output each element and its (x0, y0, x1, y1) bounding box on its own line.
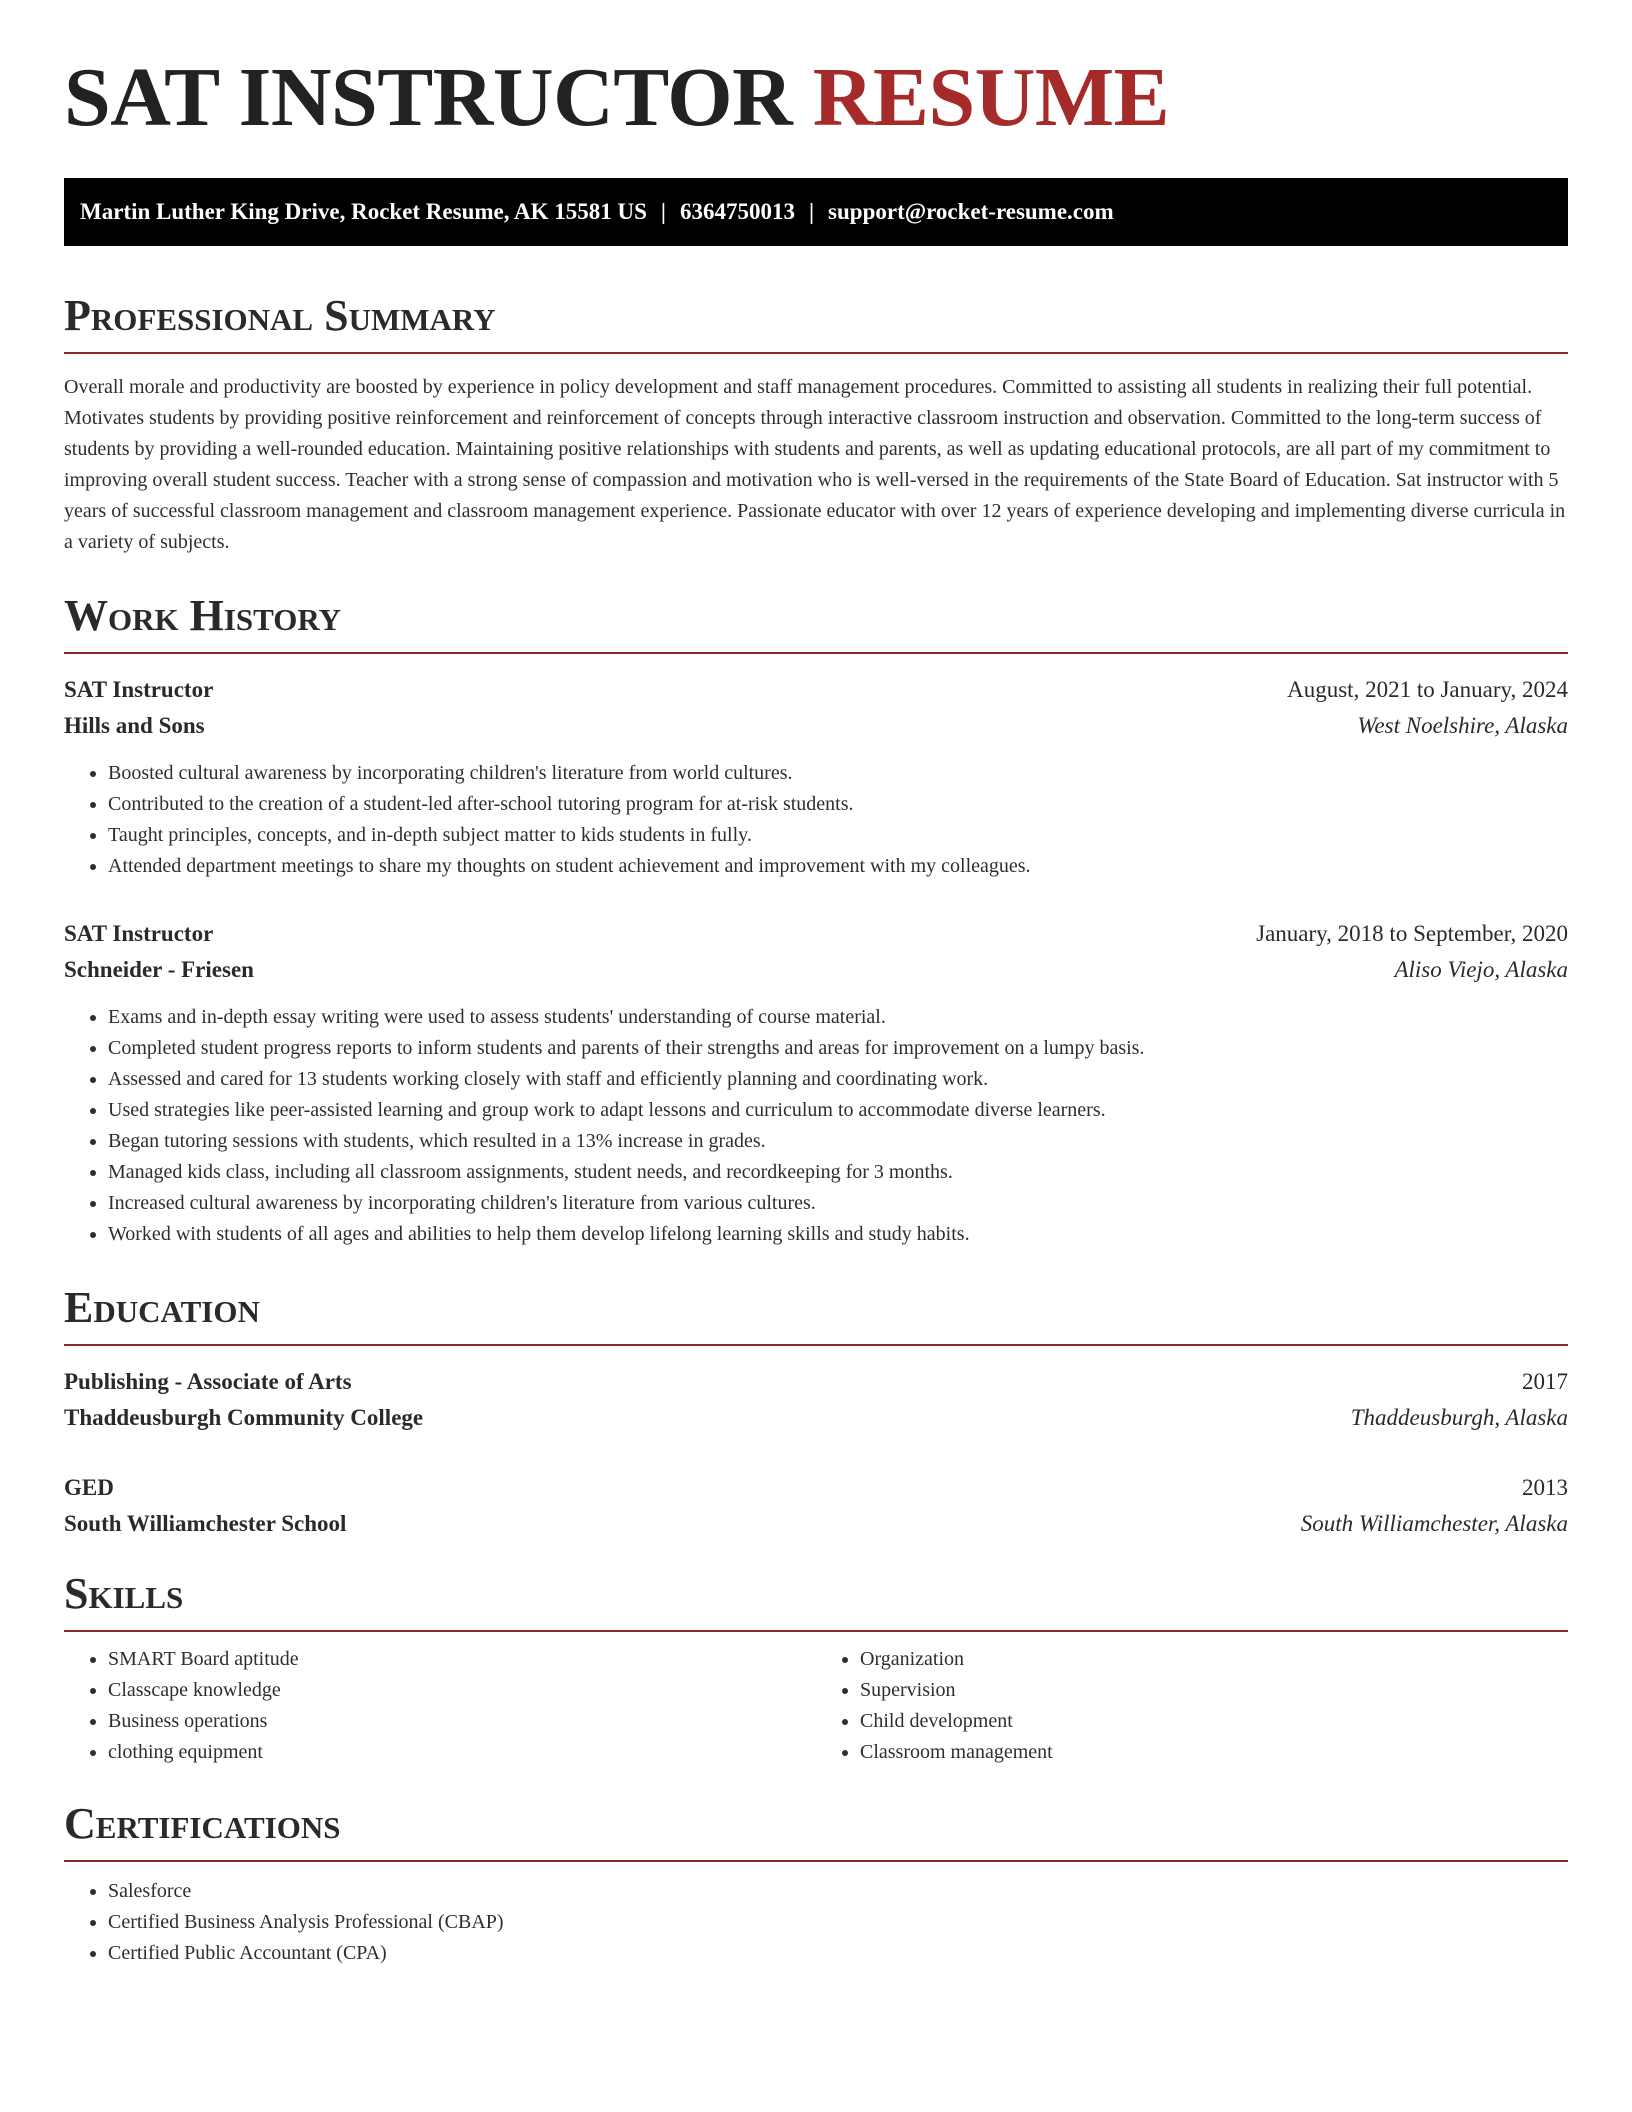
job-bullets (64, 1002, 1568, 1250)
skill-item: • clothing equipment (108, 1737, 816, 1768)
job-dates: August, 2021 to January, 2024 (1287, 677, 1568, 702)
job-bullet: • Managed kids class, including all classroom assignments, student needs, and recordkeeping for 3 months. (108, 1157, 1568, 1188)
job-bullet: • Contributed to the creation of a student-led after-school tutoring program for at-risk students. (108, 789, 1568, 820)
skills-list-right (816, 1644, 1568, 1768)
section-title-education: Education (64, 1286, 1568, 1346)
contact-email[interactable]: support@rocket-resume.com (828, 199, 1114, 224)
skill-item: • Child development (860, 1706, 1568, 1737)
job-bullet: • Completed student progress reports to inform students and parents of their strengths and areas for improvement on a lumpy basis. (108, 1033, 1568, 1064)
job-company: Schneider - Friesen (64, 957, 254, 982)
contact-phone[interactable]: 6364750013 (679, 199, 795, 224)
job-entry (64, 672, 1568, 882)
job-bullet: • Used strategies like peer-assisted learning and group work to adapt lessons and curriculum to accommodate diverse learners. (108, 1095, 1568, 1126)
job-header-row (64, 916, 1568, 952)
job-entry (64, 916, 1568, 1250)
education-school-row (64, 1506, 1568, 1542)
section-title-work: Work History (64, 594, 1568, 654)
certifications-list (64, 1876, 1568, 1969)
education-location: South Williamchester, Alaska (1300, 1511, 1568, 1536)
section-title-certifications: Certifications (64, 1802, 1568, 1862)
contact-separator: | (808, 199, 815, 224)
education-header-row (64, 1364, 1568, 1400)
education-school: Thaddeusburgh Community College (64, 1405, 424, 1430)
job-title: SAT Instructor (64, 677, 214, 702)
job-location: West Noelshire, Alaska (1357, 713, 1568, 738)
job-company: Hills and Sons (64, 713, 205, 738)
job-bullet: • Attended department meetings to share my thoughts on student achievement and improvement with my colleagues. (108, 851, 1568, 882)
skill-item: • SMART Board aptitude (108, 1644, 816, 1675)
job-title: SAT Instructor (64, 921, 214, 946)
skill-item: • Business operations (108, 1706, 816, 1737)
job-header-row (64, 672, 1568, 708)
job-bullets (64, 758, 1568, 882)
education-year: 2013 (1522, 1475, 1568, 1500)
section-title-skills: Skills (64, 1572, 1568, 1632)
summary-text: Overall morale and productivity are boosted by experience in policy development and staff management procedures. Committed to assisting all students in realizing their full potential. Motivates students by providing positive reinforcement and reinforcement of concepts through interactive classroom instruction and observation. Committed to the long-term success of students by providing a well-rounded education. Maintaining positive relationships with students and parents, as well as updating educational protocols, are all part of my commitment to improving overall student success. Teacher with a strong sense of compassion and motivation who is well-versed in the requirements of the State Board of Education. Sat instructor with 5 years of successful classroom management and classroom management experience. Passionate educator with over 12 years of experience developing and implementing diverse curricula in a variety of subjects. (64, 376, 1566, 553)
education-location: Thaddeusburgh, Alaska (1350, 1405, 1568, 1430)
job-location: Aliso Viejo, Alaska (1394, 957, 1568, 982)
education-degree: GED (64, 1475, 114, 1500)
job-company-row (64, 708, 1568, 744)
certification-item: • Certified Business Analysis Professional (CBAP) (108, 1907, 1568, 1938)
contact-bar (64, 178, 1568, 246)
job-bullet: • Worked with students of all ages and abilities to help them develop lifelong learning skills and study habits. (108, 1219, 1568, 1250)
job-bullet: • Boosted cultural awareness by incorporating children's literature from world cultures. (108, 758, 1568, 789)
contact-address: Martin Luther King Drive, Rocket Resume, AK 15581 US (80, 199, 647, 224)
skills-list-left (64, 1644, 816, 1768)
skill-item: • Classcape knowledge (108, 1675, 816, 1706)
title-accent: RESUME (812, 51, 1170, 144)
contact-separator: | (660, 199, 666, 224)
title-main: SAT INSTRUCTOR (64, 51, 793, 144)
education-degree: Publishing - Associate of Arts (64, 1369, 352, 1394)
education-school-row (64, 1400, 1568, 1436)
skills-grid (64, 1644, 1568, 1768)
section-title-summary: Professional Summary (64, 294, 1568, 354)
skill-item: • Classroom management (860, 1737, 1568, 1768)
job-bullet: • Exams and in-depth essay writing were used to assess students' understanding of course material. (108, 1002, 1568, 1033)
skill-item: • Supervision (860, 1675, 1568, 1706)
education-header-row (64, 1470, 1568, 1506)
job-company-row (64, 952, 1568, 988)
job-dates: January, 2018 to September, 2020 (1256, 921, 1568, 946)
certification-item: • Certified Public Accountant (CPA) (108, 1938, 1568, 1969)
certification-item: • Salesforce (108, 1876, 1568, 1907)
job-bullet: • Increased cultural awareness by incorporating children's literature from various cultures. (108, 1188, 1568, 1219)
education-school: South Williamchester School (64, 1511, 347, 1536)
page-title (64, 0, 1568, 144)
skill-item: • Organization (860, 1644, 1568, 1675)
job-bullet: • Began tutoring sessions with students, which resulted in a 13% increase in grades. (108, 1126, 1568, 1157)
job-bullet: • Assessed and cared for 13 students working closely with staff and efficiently planning and coordinating work. (108, 1064, 1568, 1095)
education-entry (64, 1364, 1568, 1436)
job-bullet: • Taught principles, concepts, and in-depth subject matter to kids students in fully. (108, 820, 1568, 851)
education-year: 2017 (1522, 1369, 1568, 1394)
education-entry (64, 1470, 1568, 1542)
